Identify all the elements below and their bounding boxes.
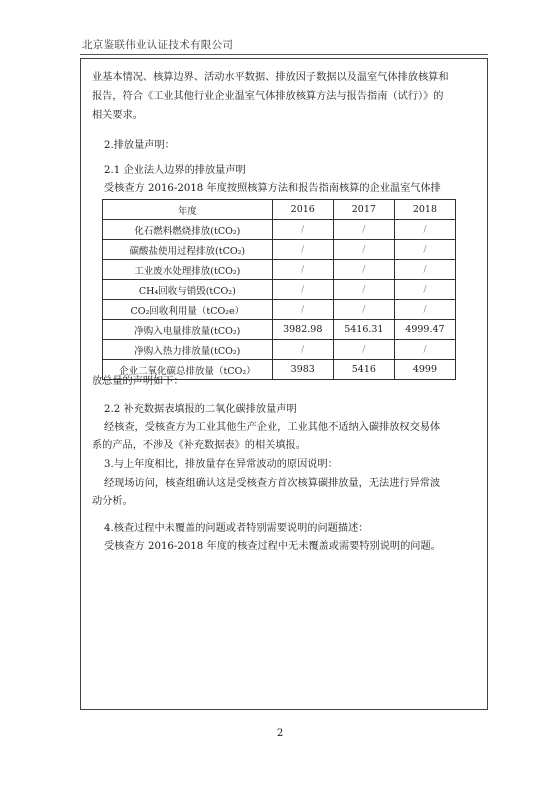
table-header-cell: 2017 xyxy=(333,200,394,220)
table-cell: / xyxy=(272,300,333,320)
table-row xyxy=(103,240,456,260)
table-row xyxy=(103,220,456,240)
paragraph-line: 受核查方 2016-2018 年度的核查过程中无未覆盖或需要特别说明的问题。 xyxy=(104,541,441,552)
table-cell: / xyxy=(333,220,394,240)
table-cell: / xyxy=(272,280,333,300)
emissions-table xyxy=(102,199,456,380)
table-row-label: 净购入热力排放量(tCO₂) xyxy=(103,340,273,360)
table-body xyxy=(103,220,456,380)
table-row-label: 净购入电量排放量(tCO₂) xyxy=(103,320,273,340)
table-cell: / xyxy=(394,340,455,360)
table-cell: / xyxy=(272,220,333,240)
table-cell: 4999.47 xyxy=(394,320,455,340)
table-row-label: 企业二氧化碳总排放量（tCO₂） xyxy=(103,360,273,380)
table-cell: / xyxy=(394,240,455,260)
page-header-company: 北京鉴联伟业认证技术有限公司 xyxy=(82,39,234,51)
paragraph-line: 业基本情况、核算边界、活动水平数据、排放因子数据以及温室气体排放核算和 xyxy=(92,72,449,83)
table-header-cell: 2016 xyxy=(272,200,333,220)
table-cell: / xyxy=(394,300,455,320)
section-2-title: 2.排放量声明： xyxy=(104,140,175,151)
table-cell: 3983 xyxy=(272,360,333,380)
table-cell: / xyxy=(333,240,394,260)
table-row-label: 碳酸盐使用过程排放(tCO₂) xyxy=(103,240,273,260)
table-row xyxy=(103,340,456,360)
table-cell: / xyxy=(394,260,455,280)
table-row-label: 工业废水处理排放(tCO₂) xyxy=(103,260,273,280)
paragraph-line: 放总量的声明如下： xyxy=(92,376,184,387)
paragraph-line: 报告，符合《工业其他行业企业温室气体排放核算方法与报告指南（试行）》的 xyxy=(92,91,444,102)
paragraph-line: 经现场访问，核查组确认这是受核查方首次核算碳排放量，无法进行异常波 xyxy=(104,478,441,489)
table-header-cell: 2018 xyxy=(394,200,455,220)
paragraph-line: 相关要求。 xyxy=(92,110,143,121)
table-cell: / xyxy=(333,300,394,320)
page-number: 2 xyxy=(276,728,284,739)
table-cell: / xyxy=(272,340,333,360)
table-cell: 5416.31 xyxy=(333,320,394,340)
table-cell: / xyxy=(272,240,333,260)
table-row-label: CH₄回收与销毁(tCO₂) xyxy=(103,280,273,300)
table-row xyxy=(103,300,456,320)
table-row xyxy=(103,280,456,300)
table-cell: 3982.98 xyxy=(272,320,333,340)
table-cell: / xyxy=(333,260,394,280)
section-4-title: 4.核查过程中未覆盖的问题或者特别需要说明的问题描述： xyxy=(104,523,369,534)
table-header-row xyxy=(103,200,456,220)
section-2-1-title: 2.1 企业法人边界的排放量声明 xyxy=(104,165,246,176)
section-2-2-title: 2.2 补充数据表填报的二氧化碳排放量声明 xyxy=(104,404,297,415)
paragraph-line: 经核查，受核查方为工业其他生产企业，工业其他不适纳入碳排放权交易体 xyxy=(104,422,441,433)
section-3-title: 3.与上年度相比，排放量存在异常波动的原因说明： xyxy=(104,459,338,470)
paragraph-line: 动分析。 xyxy=(92,496,133,507)
table-row-label: CO₂回收利用量（tCO₂e） xyxy=(103,300,273,320)
table-cell: / xyxy=(394,220,455,240)
table-cell: 4999 xyxy=(394,360,455,380)
paragraph-line: 系的产品，不涉及《补充数据表》的相关填报。 xyxy=(92,440,306,451)
header-rule xyxy=(80,54,488,55)
table-cell: / xyxy=(333,280,394,300)
table-cell: / xyxy=(394,280,455,300)
table-header-cell: 年度 xyxy=(103,200,273,220)
section-2-1-intro: 受核查方 2016-2018 年度按照核算方法和报告指南核算的企业温室气体排 xyxy=(104,183,441,194)
table-row xyxy=(103,320,456,340)
table-cell: / xyxy=(333,340,394,360)
table-row-label: 化石燃料燃烧排放(tCO₂) xyxy=(103,220,273,240)
table-row xyxy=(103,260,456,280)
table-cell: 5416 xyxy=(333,360,394,380)
table-cell: / xyxy=(272,260,333,280)
